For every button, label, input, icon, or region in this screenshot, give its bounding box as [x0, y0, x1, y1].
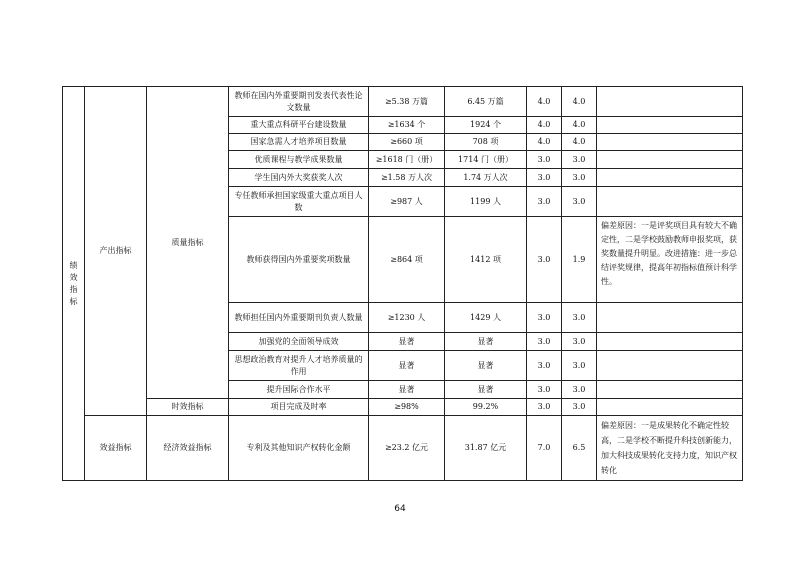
level3-cell-economic: 经济效益指标	[147, 416, 229, 481]
target-cell: ≥1618 门（册）	[369, 151, 445, 169]
weight-cell: 4.0	[527, 134, 562, 151]
note-cell	[597, 333, 743, 351]
indicator-cell: 重大重点科研平台建设数量	[229, 117, 369, 134]
weight-cell: 3.0	[527, 169, 562, 187]
note-cell	[597, 381, 743, 399]
target-cell: ≥1634 个	[369, 117, 445, 134]
weight-cell: 3.0	[527, 151, 562, 169]
actual-cell: 31.87 亿元	[445, 416, 527, 481]
indicator-cell: 教师担任国内外重要期刊负责人数量	[229, 303, 369, 333]
score-cell: 4.0	[562, 134, 597, 151]
level2-cell-output: 产出指标	[85, 87, 147, 416]
table-row	[63, 87, 743, 117]
score-cell: 3.0	[562, 399, 597, 416]
score-cell: 3.0	[562, 351, 597, 381]
level1-cell	[63, 87, 85, 481]
page-number: 64	[394, 504, 406, 514]
performance-table	[62, 86, 743, 481]
target-cell: ≥98%	[369, 399, 445, 416]
table-row	[63, 416, 743, 481]
note-cell	[597, 303, 743, 333]
actual-cell: 显著	[445, 333, 527, 351]
score-cell: 3.0	[562, 333, 597, 351]
indicator-cell: 国家急需人才培养项目数量	[229, 134, 369, 151]
weight-cell: 7.0	[527, 416, 562, 481]
table-row	[63, 399, 743, 416]
note-cell	[597, 169, 743, 187]
target-cell: ≥1.58 万人次	[369, 169, 445, 187]
weight-cell: 3.0	[527, 333, 562, 351]
indicator-cell: 思想政治教育对提升人才培养质量的作用	[229, 351, 369, 381]
target-cell: ≥1230 人	[369, 303, 445, 333]
actual-cell: 1429 人	[445, 303, 527, 333]
level3-cell-quality: 质量指标	[147, 87, 229, 399]
note-cell: 偏差原因：一是成果转化不确定性较高，二是学校不断提升科技创新能力，加大科技成果转化支持力度，知识产权转化	[597, 416, 743, 481]
note-cell	[597, 151, 743, 169]
score-cell: 3.0	[562, 151, 597, 169]
weight-cell: 3.0	[527, 303, 562, 333]
score-cell: 6.5	[562, 416, 597, 481]
note-cell	[597, 399, 743, 416]
weight-cell: 4.0	[527, 117, 562, 134]
indicator-cell: 优质课程与教学成果数量	[229, 151, 369, 169]
indicator-cell: 项目完成及时率	[229, 399, 369, 416]
actual-cell: 1.74 万人次	[445, 169, 527, 187]
weight-cell: 3.0	[527, 217, 562, 303]
indicator-cell: 专利及其他知识产权转化金额	[229, 416, 369, 481]
note-cell: 偏差原因：一是评奖项目具有较大不确定性，二是学校鼓励教师申报奖项，获奖数量提升明显。改进措施：进一步总结评奖规律，提高年初指标值预计科学性。	[597, 217, 743, 303]
indicator-cell: 提升国际合作水平	[229, 381, 369, 399]
level3-cell-timeliness: 时效指标	[147, 399, 229, 416]
score-cell: 4.0	[562, 117, 597, 134]
note-cell	[597, 134, 743, 151]
note-cell	[597, 187, 743, 217]
target-cell: ≥864 项	[369, 217, 445, 303]
target-cell: ≥987 人	[369, 187, 445, 217]
indicator-cell: 专任教师承担国家级重大重点项目人数	[229, 187, 369, 217]
actual-cell: 708 项	[445, 134, 527, 151]
note-cell	[597, 87, 743, 117]
target-cell: ≥5.38 万篇	[369, 87, 445, 117]
level1-label: 绩效指标	[69, 260, 78, 306]
indicator-cell: 加强党的全面领导成效	[229, 333, 369, 351]
target-cell: ≥23.2 亿元	[369, 416, 445, 481]
score-cell: 3.0	[562, 303, 597, 333]
score-cell: 3.0	[562, 187, 597, 217]
weight-cell: 3.0	[527, 399, 562, 416]
actual-cell: 1199 人	[445, 187, 527, 217]
actual-cell: 6.45 万篇	[445, 87, 527, 117]
note-cell	[597, 351, 743, 381]
actual-cell: 显著	[445, 351, 527, 381]
score-cell: 3.0	[562, 381, 597, 399]
target-cell: 显著	[369, 381, 445, 399]
indicator-cell: 教师获得国内外重要奖项数量	[229, 217, 369, 303]
weight-cell: 3.0	[527, 351, 562, 381]
target-cell: 显著	[369, 351, 445, 381]
target-cell: 显著	[369, 333, 445, 351]
score-cell: 4.0	[562, 87, 597, 117]
note-cell	[597, 117, 743, 134]
actual-cell: 1924 个	[445, 117, 527, 134]
actual-cell: 99.2%	[445, 399, 527, 416]
level2-cell-benefit: 效益指标	[85, 416, 147, 481]
score-cell: 1.9	[562, 217, 597, 303]
indicator-cell: 学生国内外大奖获奖人次	[229, 169, 369, 187]
actual-cell: 1714 门（册）	[445, 151, 527, 169]
actual-cell: 显著	[445, 381, 527, 399]
weight-cell: 3.0	[527, 187, 562, 217]
actual-cell: 1412 项	[445, 217, 527, 303]
target-cell: ≥660 项	[369, 134, 445, 151]
score-cell: 3.0	[562, 169, 597, 187]
weight-cell: 3.0	[527, 381, 562, 399]
indicator-cell: 教师在国内外重要期刊发表代表性论文数量	[229, 87, 369, 117]
weight-cell: 4.0	[527, 87, 562, 117]
